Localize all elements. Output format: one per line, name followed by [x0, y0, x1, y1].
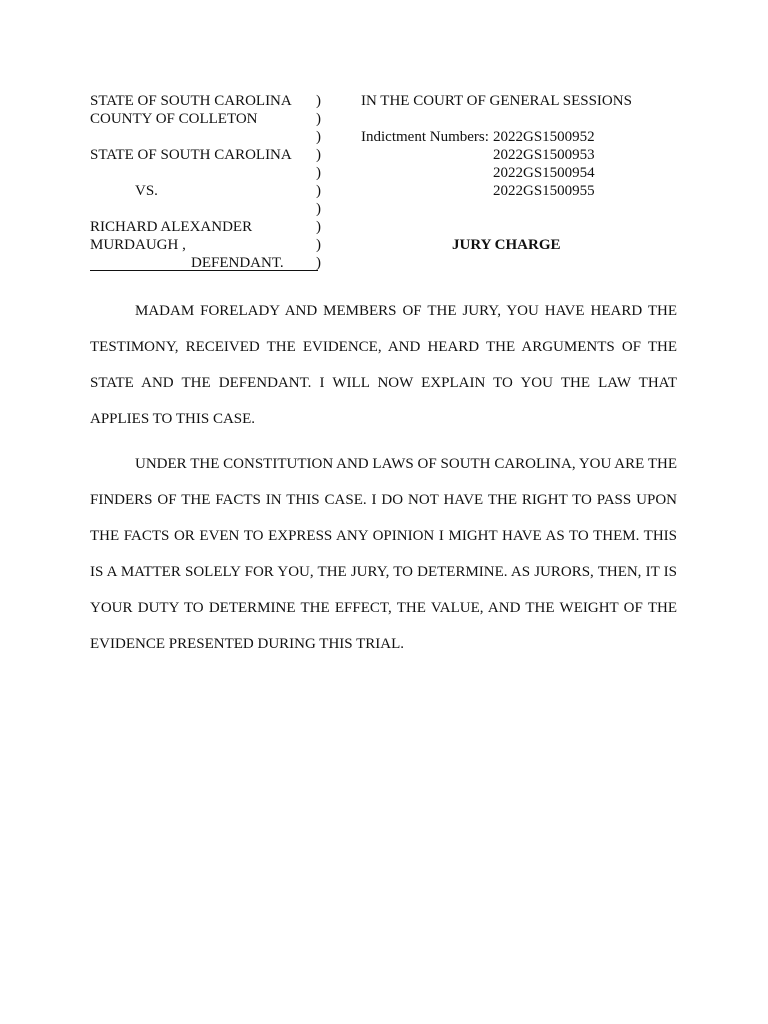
caption-defendant-name-2: MURDAUGH , — [90, 237, 186, 253]
paren: ) — [316, 93, 321, 109]
paren: ) — [316, 129, 321, 145]
indictment-number: 2022GS1500952 — [493, 129, 595, 145]
court-name: IN THE COURT OF GENERAL SESSIONS — [361, 93, 632, 109]
indictment-number: 2022GS1500955 — [493, 183, 595, 199]
caption-plaintiff: STATE OF SOUTH CAROLINA — [90, 147, 292, 163]
paren: ) — [316, 219, 321, 235]
paren: ) — [316, 237, 321, 253]
paragraph-text: MADAM FORELADY AND MEMBERS OF THE JURY, YOU HAVE HEARD THE TESTIMONY, RECEIVED THE EVIDENCE, AND HEARD THE ARGUMENTS OF THE STATE AND THE DEFENDANT. I WILL NOW EXPLAIN TO YOU THE LAW THAT APPLIES TO THIS CASE. — [90, 303, 677, 427]
paren: ) — [316, 183, 321, 199]
caption-defendant-label: DEFENDANT. — [191, 255, 284, 271]
caption-state: STATE OF SOUTH CAROLINA — [90, 93, 292, 109]
caption-vs: VS. — [135, 183, 158, 199]
paren: ) — [316, 147, 321, 163]
paren: ) — [316, 111, 321, 127]
paren: ) — [316, 255, 321, 271]
caption-county: COUNTY OF COLLETON — [90, 111, 258, 127]
indictment-label: Indictment Numbers: — [361, 129, 489, 145]
indictment-number: 2022GS1500954 — [493, 165, 595, 181]
indictment-number: 2022GS1500953 — [493, 147, 595, 163]
paren: ) — [316, 201, 321, 217]
caption-defendant-name-1: RICHARD ALEXANDER — [90, 219, 253, 235]
paren: ) — [316, 165, 321, 181]
document-title: JURY CHARGE — [452, 237, 561, 253]
paragraph-text: UNDER THE CONSTITUTION AND LAWS OF SOUTH CAROLINA, YOU ARE THE FINDERS OF THE FACTS IN THIS CASE. I DO NOT HAVE THE RIGHT TO PASS UPON THE FACTS OR EVEN TO EXPRESS ANY OPINION I MIGHT HAVE AS TO THEM. THIS IS A MATTER SOLELY FOR YOU, THE JURY, TO DETERMINE. AS JURORS, THEN, IT IS YOUR DUTY TO DETERMINE THE EFFECT, THE VALUE, AND THE WEIGHT OF THE EVIDENCE PRESENTED DURING THIS TRIAL. — [90, 456, 677, 652]
body-paragraph-1 — [90, 293, 677, 437]
caption-underline — [90, 270, 318, 271]
caption-paren-column — [316, 92, 321, 272]
body-paragraph-2 — [90, 446, 677, 662]
